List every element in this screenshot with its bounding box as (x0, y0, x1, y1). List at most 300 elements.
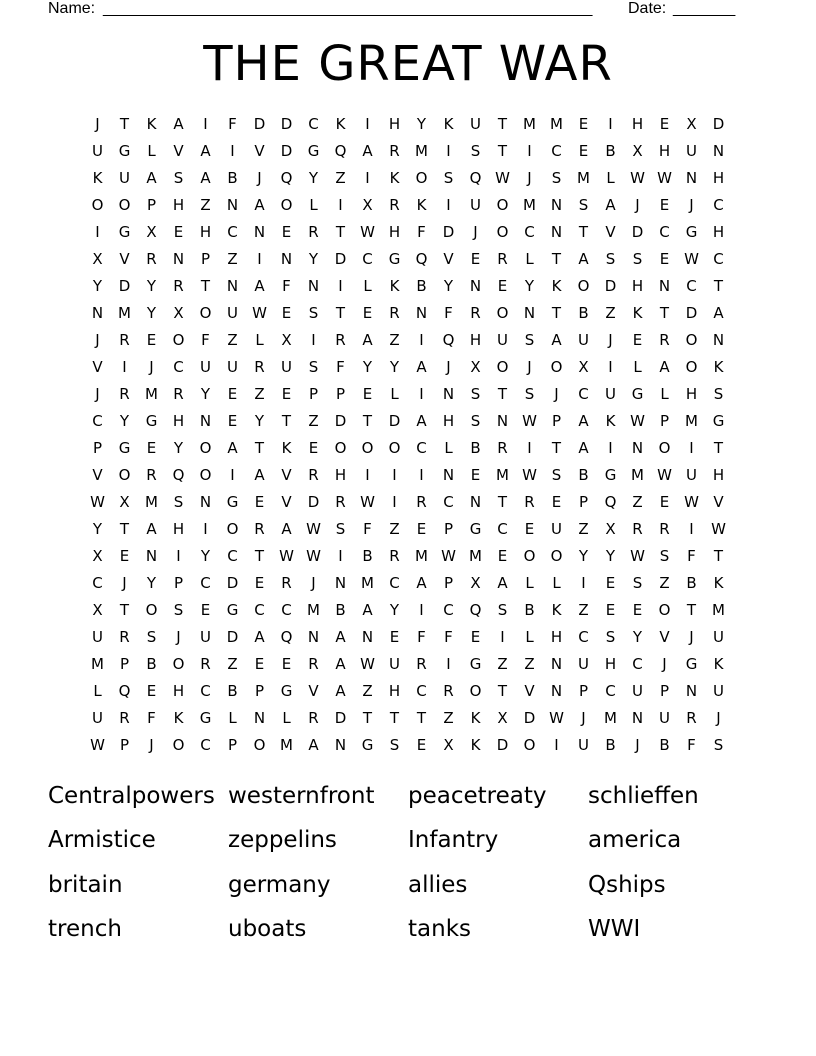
grid-letter: U (713, 628, 724, 646)
grid-letter: K (146, 115, 157, 133)
grid-letter: X (605, 520, 616, 538)
grid-letter: Y (308, 250, 319, 268)
grid-letter: D (523, 709, 536, 727)
grid-letter: U (227, 304, 238, 322)
grid-letter: M (145, 385, 158, 403)
grid-letter: O (685, 331, 698, 349)
grid-letter: W (657, 169, 672, 187)
grid-letter: N (550, 196, 563, 214)
grid-letter: Z (362, 682, 373, 700)
grid-letter: G (685, 223, 698, 241)
grid-letter: H (388, 682, 401, 700)
grid-row (84, 678, 732, 705)
grid-letter: V (92, 466, 103, 484)
grid-letter: E (470, 628, 481, 646)
grid-row (84, 597, 732, 624)
grid-letter: I (311, 331, 316, 349)
grid-letter: U (470, 115, 481, 133)
grid-letter: G (226, 493, 239, 511)
grid-letter: C (200, 574, 211, 592)
grid-letter: H (199, 223, 212, 241)
grid-letter: V (524, 682, 535, 700)
grid-letter: J (689, 628, 694, 646)
grid-letter: T (578, 223, 589, 241)
grid-letter: B (686, 574, 697, 592)
grid-letter: T (713, 439, 724, 457)
grid-letter: C (605, 682, 616, 700)
grid-letter: U (227, 358, 238, 376)
grid-letter: C (578, 628, 589, 646)
grid-letter: K (416, 196, 427, 214)
grid-letter: A (254, 196, 265, 214)
grid-letter: T (335, 304, 346, 322)
grid-letter: C (227, 223, 238, 241)
grid-letter: Q (469, 601, 482, 619)
grid-letter: J (95, 331, 100, 349)
grid-letter: A (200, 169, 211, 187)
grid-letter: T (659, 304, 670, 322)
grid-letter: R (119, 709, 130, 727)
grid-letter: Y (92, 277, 103, 295)
grid-letter: A (416, 412, 427, 430)
grid-letter: K (470, 736, 481, 754)
grid-letter: C (173, 358, 184, 376)
grid-letter: N (307, 628, 320, 646)
grid-letter: T (200, 277, 211, 295)
grid-letter: U (578, 736, 589, 754)
grid-letter: S (578, 196, 589, 214)
grid-letter: J (716, 709, 721, 727)
grid-letter: Z (578, 601, 589, 619)
grid-letter: W (657, 466, 672, 484)
grid-letter: E (578, 142, 589, 160)
grid-letter: K (389, 169, 400, 187)
grid-letter: E (119, 547, 130, 565)
grid-letter: W (360, 223, 375, 241)
grid-letter: Y (146, 277, 157, 295)
grid-letter: E (308, 439, 319, 457)
grid-letter: O (658, 439, 671, 457)
grid-letter: H (442, 412, 455, 430)
grid-letter: B (578, 304, 589, 322)
grid-letter: Y (524, 277, 535, 295)
grid-letter: Y (92, 520, 103, 538)
grid-letter: G (199, 709, 212, 727)
grid-letter: A (551, 331, 562, 349)
grid-letter: M (415, 547, 428, 565)
grid-letter: A (146, 169, 157, 187)
grid-letter: R (389, 304, 400, 322)
grid-letter: N (307, 277, 320, 295)
grid-letter: I (608, 115, 613, 133)
grid-letter: A (362, 601, 373, 619)
grid-letter: D (280, 115, 293, 133)
grid-letter: O (469, 682, 482, 700)
grid-letter: C (200, 682, 211, 700)
grid-letter: U (200, 358, 211, 376)
word-list-item: Armistice (48, 827, 156, 854)
grid-letter: S (470, 142, 481, 160)
grid-letter: C (659, 223, 670, 241)
grid-letter: U (686, 142, 697, 160)
grid-letter: L (93, 682, 102, 700)
grid-letter: V (713, 493, 724, 511)
grid-letter: M (523, 115, 536, 133)
grid-letter: S (713, 736, 724, 754)
grid-letter: L (147, 142, 156, 160)
grid-letter: A (227, 439, 238, 457)
grid-letter: P (443, 520, 454, 538)
grid-letter: F (228, 115, 237, 133)
grid-letter: K (443, 115, 454, 133)
grid-letter: P (173, 574, 184, 592)
grid-letter: S (605, 250, 616, 268)
grid-letter: Z (200, 196, 211, 214)
grid-letter: H (172, 412, 185, 430)
grid-letter: H (712, 169, 725, 187)
grid-letter: N (631, 709, 644, 727)
grid-letter: C (308, 115, 319, 133)
grid-letter: R (173, 385, 184, 403)
grid-letter: G (226, 601, 239, 619)
grid-letter: Z (389, 331, 400, 349)
grid-letter: Y (200, 385, 211, 403)
grid-letter: S (551, 466, 562, 484)
grid-letter: S (335, 520, 346, 538)
grid-letter: N (550, 682, 563, 700)
grid-letter: A (416, 358, 427, 376)
grid-letter: T (497, 115, 508, 133)
grid-letter: G (361, 736, 374, 754)
grid-letter: Z (227, 331, 238, 349)
grid-letter: S (146, 628, 157, 646)
grid-letter: M (145, 493, 158, 511)
grid-letter: U (686, 466, 697, 484)
grid-letter: V (281, 493, 292, 511)
grid-letter: L (633, 358, 642, 376)
grid-letter: N (361, 628, 374, 646)
grid-letter: T (551, 304, 562, 322)
grid-letter: T (497, 493, 508, 511)
grid-letter: I (554, 736, 559, 754)
grid-letter: A (605, 196, 616, 214)
grid-letter: I (608, 358, 613, 376)
grid-letter: R (308, 223, 319, 241)
grid-letter: D (334, 412, 347, 430)
grid-letter: E (659, 196, 670, 214)
grid-letter: K (551, 601, 562, 619)
grid-letter: D (685, 304, 698, 322)
grid-letter: K (470, 709, 481, 727)
grid-letter: N (469, 277, 482, 295)
date-label: Date: (628, 0, 667, 17)
grid-letter: A (497, 574, 508, 592)
grid-letter: L (390, 385, 399, 403)
grid-row (84, 624, 732, 651)
grid-letter: X (281, 331, 292, 349)
grid-letter: A (362, 331, 373, 349)
grid-letter: U (92, 142, 103, 160)
grid-letter: R (254, 358, 265, 376)
grid-letter: X (470, 574, 481, 592)
name-label: Name: (48, 0, 96, 17)
grid-letter: A (578, 439, 589, 457)
grid-letter: M (712, 601, 725, 619)
grid-letter: S (308, 304, 319, 322)
grid-letter: X (443, 736, 454, 754)
grid-letter: U (551, 520, 562, 538)
word-list-item: zeppelins (228, 827, 337, 854)
grid-letter: P (443, 574, 454, 592)
grid-letter: O (523, 547, 536, 565)
grid-letter: T (497, 682, 508, 700)
grid-letter: B (605, 736, 616, 754)
grid-letter: T (551, 439, 562, 457)
word-list-item: germany (228, 871, 331, 898)
grid-letter: V (254, 142, 265, 160)
grid-letter: V (605, 223, 616, 241)
grid-letter: I (203, 520, 208, 538)
grid-letter: X (470, 358, 481, 376)
grid-letter: O (118, 466, 131, 484)
grid-letter: R (335, 331, 346, 349)
grid-letter: U (200, 628, 211, 646)
grid-letter: O (199, 466, 212, 484)
grid-letter: A (578, 412, 589, 430)
grid-letter: O (523, 736, 536, 754)
grid-letter: E (281, 304, 292, 322)
grid-letter: X (92, 250, 103, 268)
grid-letter: A (146, 520, 157, 538)
grid-letter: Q (415, 250, 428, 268)
grid-letter: W (630, 547, 645, 565)
grid-letter: D (442, 223, 455, 241)
grid-letter: N (550, 655, 563, 673)
grid-letter: B (227, 682, 238, 700)
grid-letter: P (227, 736, 238, 754)
grid-letter: G (280, 682, 293, 700)
grid-letter: Z (605, 304, 616, 322)
grid-letter: W (684, 493, 699, 511)
grid-letter: A (254, 466, 265, 484)
page-title: THE GREAT WAR (203, 36, 613, 92)
name-field-line[interactable]: _______________________________________________________ (103, 0, 593, 17)
grid-letter: C (200, 736, 211, 754)
grid-letter: I (446, 142, 451, 160)
grid-row (84, 651, 732, 678)
grid-letter: Z (497, 655, 508, 673)
grid-letter: I (419, 331, 424, 349)
grid-letter: N (334, 736, 347, 754)
grid-letter: U (92, 628, 103, 646)
grid-letter: N (469, 493, 482, 511)
grid-letter: J (446, 358, 451, 376)
grid-letter: C (92, 412, 103, 430)
grid-letter: K (389, 277, 400, 295)
grid-row (84, 435, 732, 462)
grid-letter: E (254, 655, 265, 673)
grid-letter: O (199, 304, 212, 322)
grid-letter: I (230, 466, 235, 484)
grid-letter: O (226, 520, 239, 538)
grid-letter: W (90, 493, 105, 511)
grid-letter: C (254, 601, 265, 619)
grid-letter: B (605, 142, 616, 160)
grid-letter: G (469, 520, 482, 538)
grid-letter: I (446, 196, 451, 214)
grid-letter: W (360, 493, 375, 511)
grid-letter: C (227, 547, 238, 565)
word-list (48, 778, 768, 955)
grid-letter: I (122, 358, 127, 376)
grid-letter: M (280, 736, 293, 754)
grid-letter: S (173, 493, 184, 511)
grid-letter: P (200, 250, 211, 268)
grid-letter: L (606, 169, 615, 187)
grid-letter: Q (280, 628, 293, 646)
grid-letter: V (308, 682, 319, 700)
grid-letter: E (281, 655, 292, 673)
grid-letter: W (630, 169, 645, 187)
grid-letter: V (659, 628, 670, 646)
grid-letter: D (334, 250, 347, 268)
grid-letter: L (660, 385, 669, 403)
grid-letter: K (713, 655, 724, 673)
grid-letter: X (173, 304, 184, 322)
grid-letter: D (631, 223, 644, 241)
grid-letter: N (91, 304, 104, 322)
grid-letter: C (362, 250, 373, 268)
grid-letter: C (443, 601, 454, 619)
grid-letter: V (443, 250, 454, 268)
grid-letter: H (388, 223, 401, 241)
grid-letter: J (473, 223, 478, 241)
grid-letter: O (415, 169, 428, 187)
grid-letter: U (281, 358, 292, 376)
grid-letter: Y (389, 358, 400, 376)
grid-letter: X (92, 601, 103, 619)
grid-letter: O (496, 304, 509, 322)
grid-letter: S (524, 331, 535, 349)
grid-letter: K (92, 169, 103, 187)
grid-letter: R (659, 520, 670, 538)
grid-letter: Z (659, 574, 670, 592)
grid-letter: A (281, 520, 292, 538)
grid-letter: W (279, 547, 294, 565)
grid-letter: Z (443, 709, 454, 727)
grid-letter: X (146, 223, 157, 241)
grid-letter: O (388, 439, 401, 457)
grid-letter: J (662, 655, 667, 673)
grid-letter: U (632, 682, 643, 700)
grid-letter: L (525, 250, 534, 268)
word-list-item: WWI (588, 915, 641, 942)
grid-letter: P (119, 736, 130, 754)
grid-letter: Q (172, 466, 185, 484)
grid-letter: E (281, 223, 292, 241)
grid-letter: U (578, 655, 589, 673)
grid-letter: T (362, 709, 373, 727)
grid-letter: O (91, 196, 104, 214)
grid-letter: H (631, 115, 644, 133)
grid-letter: U (119, 169, 130, 187)
grid-letter: T (416, 709, 427, 727)
grid-letter: R (308, 709, 319, 727)
grid-letter: A (578, 250, 589, 268)
grid-row (84, 705, 732, 732)
grid-letter: I (338, 547, 343, 565)
grid-row (84, 111, 732, 138)
grid-letter: T (362, 412, 373, 430)
grid-letter: L (525, 574, 534, 592)
grid-letter: X (119, 493, 130, 511)
grid-letter: Y (146, 304, 157, 322)
grid-letter: V (173, 142, 184, 160)
grid-letter: U (605, 385, 616, 403)
grid-letter: C (686, 277, 697, 295)
grid-letter: H (658, 142, 671, 160)
word-search-grid (84, 111, 732, 759)
grid-letter: O (118, 196, 131, 214)
grid-letter: E (578, 115, 589, 133)
grid-letter: A (254, 628, 265, 646)
grid-letter: S (470, 412, 481, 430)
grid-letter: S (497, 601, 508, 619)
grid-letter: N (226, 277, 239, 295)
grid-letter: T (713, 547, 724, 565)
grid-letter: O (334, 439, 347, 457)
grid-letter: N (442, 385, 455, 403)
grid-letter: C (713, 250, 724, 268)
grid-letter: P (254, 682, 265, 700)
grid-letter: Q (334, 142, 347, 160)
grid-letter: R (254, 520, 265, 538)
grid-letter: J (95, 115, 100, 133)
grid-letter: S (470, 385, 481, 403)
grid-letter: Y (389, 601, 400, 619)
grid-letter: R (497, 439, 508, 457)
grid-letter: T (119, 115, 130, 133)
grid-letter: E (254, 493, 265, 511)
grid-letter: G (118, 223, 131, 241)
grid-letter: W (306, 547, 321, 565)
word-list-item: westernfront (228, 783, 375, 809)
grid-letter: E (470, 466, 481, 484)
grid-letter: H (712, 466, 725, 484)
grid-row (84, 327, 732, 354)
grid-letter: I (392, 493, 397, 511)
grid-letter: T (119, 601, 130, 619)
grid-letter: E (416, 736, 427, 754)
grid-letter: R (497, 250, 508, 268)
date-field-line[interactable]: _______ (673, 0, 736, 17)
grid-letter: D (496, 736, 509, 754)
grid-letter: K (335, 115, 346, 133)
grid-letter: D (334, 709, 347, 727)
grid-letter: I (608, 439, 613, 457)
grid-letter: W (522, 466, 537, 484)
grid-letter: R (200, 655, 211, 673)
grid-row (84, 165, 732, 192)
grid-letter: E (659, 250, 670, 268)
grid-letter: R (119, 331, 130, 349)
grid-letter: O (550, 547, 563, 565)
grid-letter: K (173, 709, 184, 727)
grid-letter: R (632, 520, 643, 538)
grid-letter: I (257, 250, 262, 268)
grid-letter: F (417, 628, 426, 646)
grid-letter: Y (146, 574, 157, 592)
